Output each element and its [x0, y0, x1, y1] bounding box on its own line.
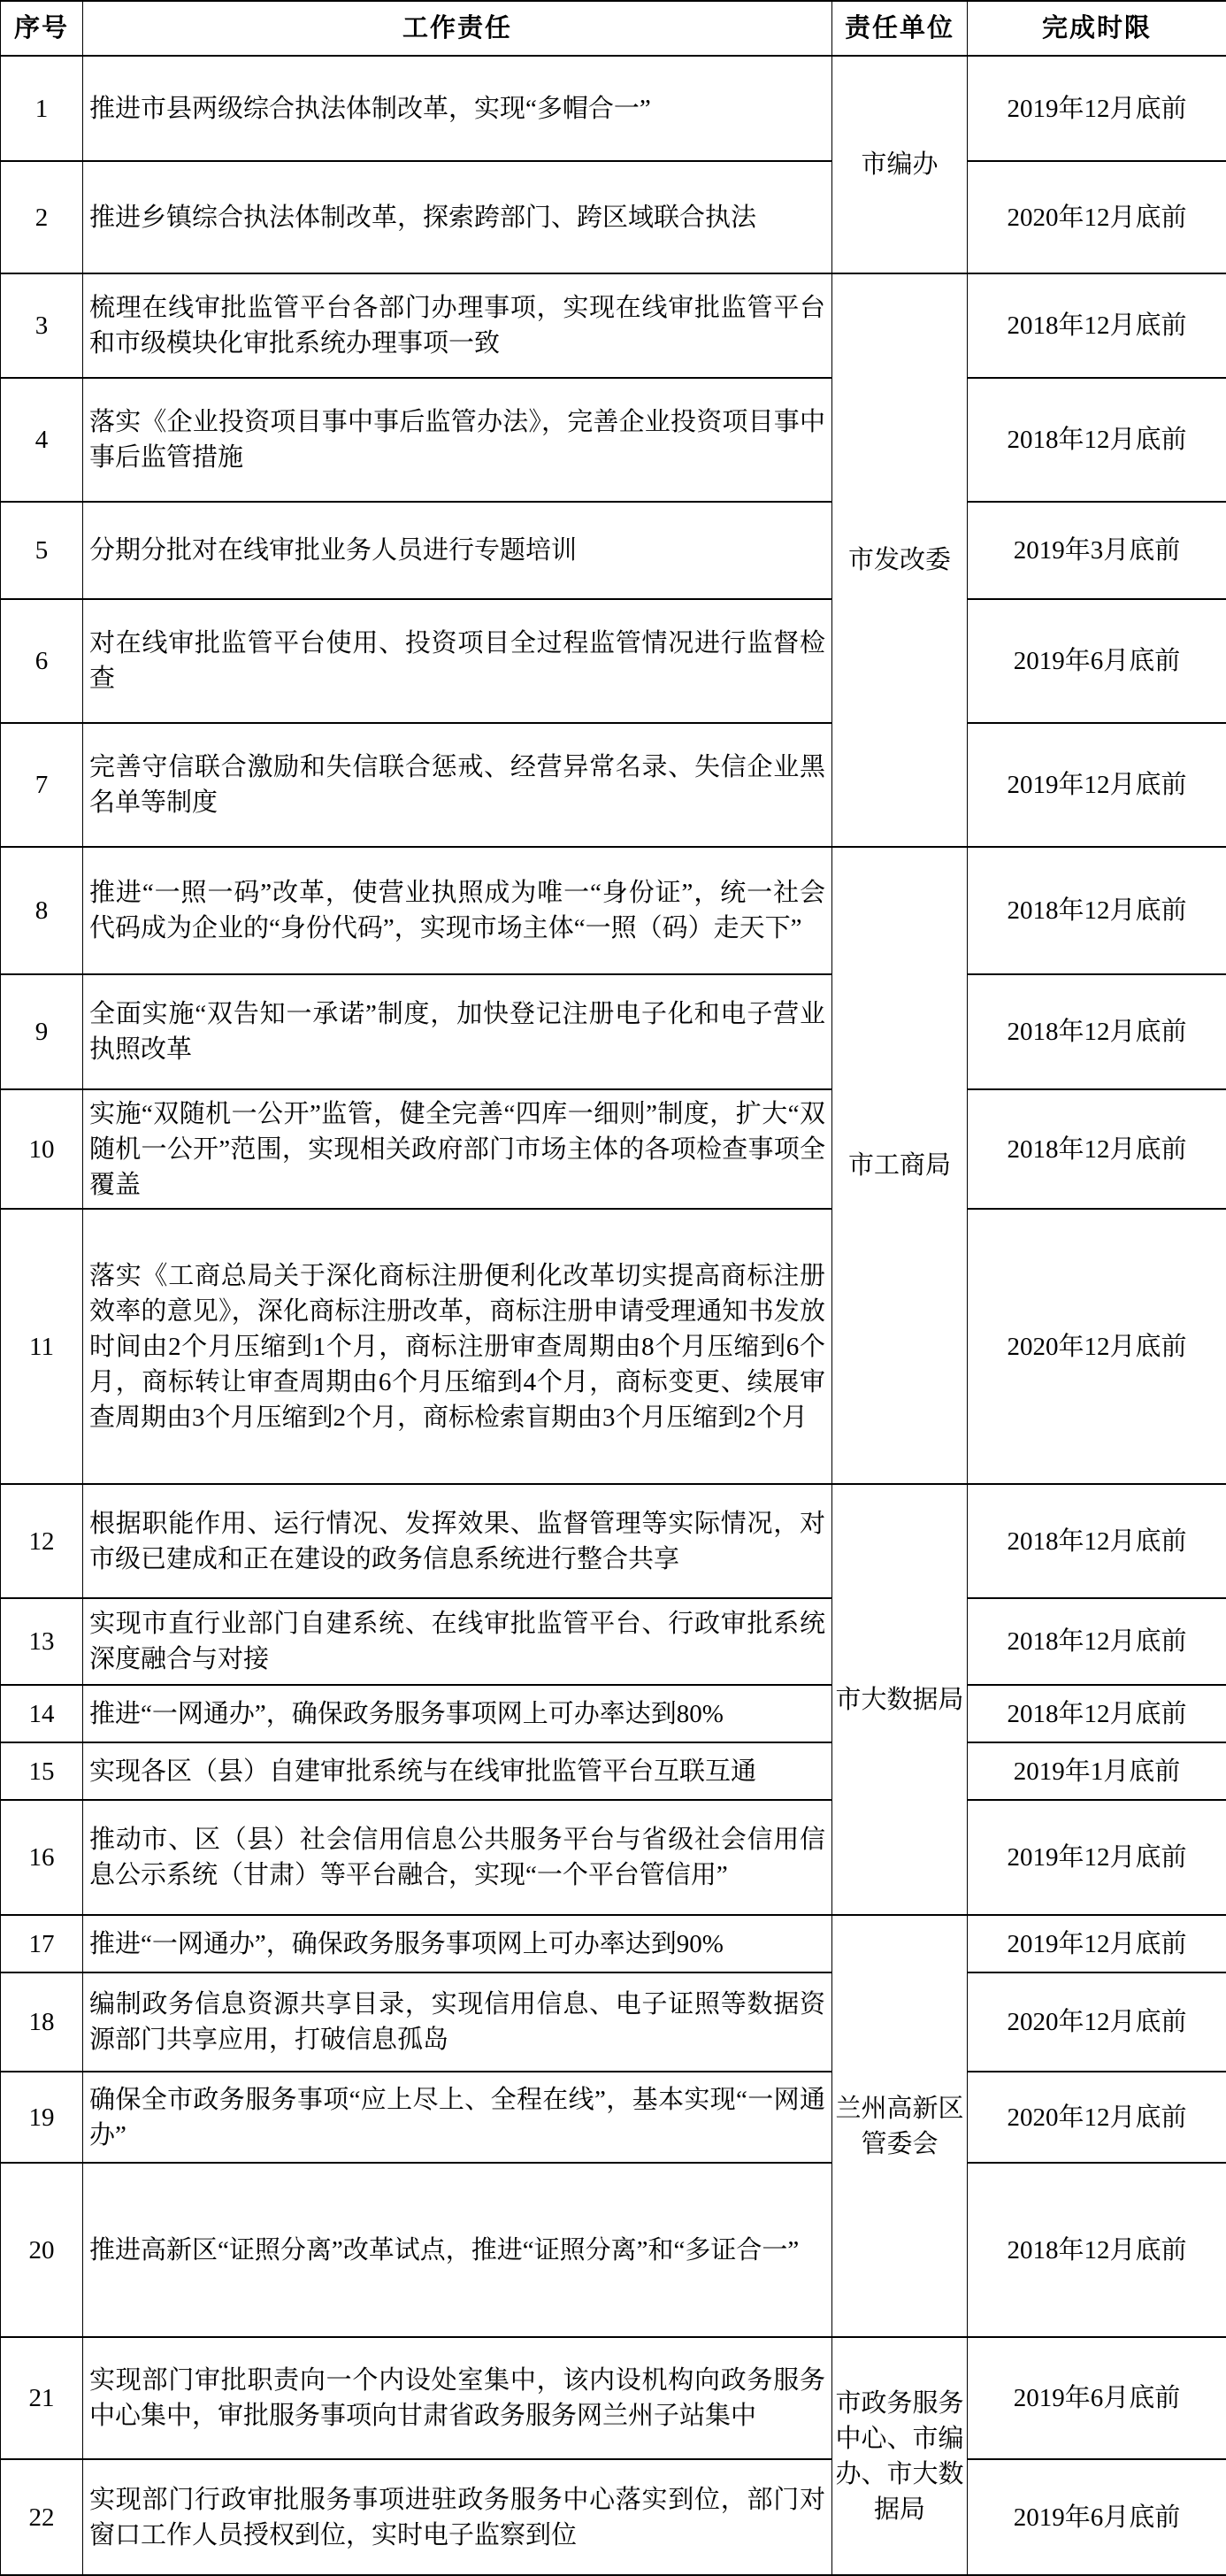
task-cell: 实施“双随机一公开”监管，健全完善“四库一细则”制度，扩大“双随机一公开”范围，实现相关政府部门市场主体的各项检查事项全覆盖: [83, 1089, 832, 1209]
row-number-cell: 12: [1, 1484, 83, 1598]
table-row: [1, 1484, 1226, 1598]
task-cell: 推进“一照一码”改革，使营业执照成为唯一“身份证”，统一社会代码成为企业的“身份代码”，实现市场主体“一照（码）走天下”: [83, 847, 832, 974]
deadline-cell: 2020年12月底前: [968, 1972, 1226, 2072]
row-number-cell: 15: [1, 1742, 83, 1800]
table-row: [1, 2163, 1226, 2337]
row-number-cell: 13: [1, 1598, 83, 1685]
table-row: [1, 974, 1226, 1089]
unit-cell: 市工商局: [832, 847, 968, 1484]
row-number-cell: 19: [1, 2072, 83, 2163]
row-number-cell: 4: [1, 378, 83, 502]
table-row: [1, 1089, 1226, 1209]
deadline-cell: 2019年6月底前: [968, 2459, 1226, 2575]
deadline-cell: 2019年12月底前: [968, 56, 1226, 161]
unit-cell: 兰州高新区管委会: [832, 1915, 968, 2337]
task-cell: 推进市县两级综合执法体制改革，实现“多帽合一”: [83, 56, 832, 161]
task-cell: 编制政务信息资源共享目录，实现信用信息、电子证照等数据资源部门共享应用，打破信息孤岛: [83, 1972, 832, 2072]
task-cell: 落实《企业投资项目事中事后监管办法》，完善企业投资项目事中事后监管措施: [83, 378, 832, 502]
row-number-cell: 14: [1, 1685, 83, 1742]
table-row: [1, 2072, 1226, 2163]
row-number-cell: 9: [1, 974, 83, 1089]
deadline-cell: 2020年12月底前: [968, 1209, 1226, 1484]
row-number-cell: 16: [1, 1800, 83, 1915]
row-number-cell: 21: [1, 2337, 83, 2459]
task-cell: 实现各区（县）自建审批系统与在线审批监管平台互联互通: [83, 1742, 832, 1800]
table-row: [1, 847, 1226, 974]
row-number-cell: 18: [1, 1972, 83, 2072]
task-cell: 对在线审批监管平台使用、投资项目全过程监管情况进行监督检查: [83, 599, 832, 723]
unit-cell: 市大数据局: [832, 1484, 968, 1915]
table-row: [1, 1685, 1226, 1742]
table-row: [1, 2459, 1226, 2575]
task-cell: 推进高新区“证照分离”改革试点，推进“证照分离”和“多证合一”: [83, 2163, 832, 2337]
deadline-cell: 2018年12月底前: [968, 1484, 1226, 1598]
table-row: [1, 1742, 1226, 1800]
deadline-cell: 2020年12月底前: [968, 161, 1226, 273]
task-cell: 分期分批对在线审批业务人员进行专题培训: [83, 502, 832, 599]
table-row: [1, 1915, 1226, 1972]
deadline-cell: 2019年12月底前: [968, 1800, 1226, 1915]
row-number-cell: 10: [1, 1089, 83, 1209]
deadline-cell: 2019年6月底前: [968, 2337, 1226, 2459]
task-cell: 确保全市政务服务事项“应上尽上、全程在线”，基本实现“一网通办”: [83, 2072, 832, 2163]
task-cell: 实现部门行政审批服务事项进驻政务服务中心落实到位，部门对窗口工作人员授权到位，实时电子监察到位: [83, 2459, 832, 2575]
row-number-cell: 17: [1, 1915, 83, 1972]
table-row: [1, 2337, 1226, 2459]
deadline-cell: 2018年12月底前: [968, 1685, 1226, 1742]
task-cell: 推进“一网通办”，确保政务服务事项网上可办率达到90%: [83, 1915, 832, 1972]
deadline-cell: 2019年3月底前: [968, 502, 1226, 599]
deadline-cell: 2018年12月底前: [968, 378, 1226, 502]
deadline-cell: 2018年12月底前: [968, 847, 1226, 974]
task-cell: 实现部门审批职责向一个内设处室集中，该内设机构向政务服务中心集中，审批服务事项向甘肃省政务服务网兰州子站集中: [83, 2337, 832, 2459]
header-unit: 责任单位: [832, 1, 968, 56]
table-row: [1, 1598, 1226, 1685]
table-row: [1, 1800, 1226, 1915]
table-row: [1, 723, 1226, 847]
row-number-cell: 5: [1, 502, 83, 599]
deadline-cell: 2018年12月底前: [968, 974, 1226, 1089]
deadline-cell: 2018年12月底前: [968, 1089, 1226, 1209]
row-number-cell: 11: [1, 1209, 83, 1484]
table-row: [1, 502, 1226, 599]
unit-cell: 市编办: [832, 56, 968, 273]
row-number-cell: 2: [1, 161, 83, 273]
row-number-cell: 7: [1, 723, 83, 847]
task-cell: 实现市直行业部门自建系统、在线审批监管平台、行政审批系统深度融合与对接: [83, 1598, 832, 1685]
row-number-cell: 8: [1, 847, 83, 974]
table-row: [1, 273, 1226, 378]
task-cell: 推动市、区（县）社会信用信息公共服务平台与省级社会信用信息公示系统（甘肃）等平台融合，实现“一个平台管信用”: [83, 1800, 832, 1915]
deadline-cell: 2018年12月底前: [968, 273, 1226, 378]
deadline-cell: 2019年12月底前: [968, 723, 1226, 847]
deadline-cell: 2018年12月底前: [968, 2163, 1226, 2337]
table-row: [1, 56, 1226, 161]
table-row: [1, 1209, 1226, 1484]
header-no: 序号: [1, 1, 83, 56]
table-row: [1, 378, 1226, 502]
header-task: 工作责任: [83, 1, 832, 56]
deadline-cell: 2019年12月底前: [968, 1915, 1226, 1972]
task-cell: 落实《工商总局关于深化商标注册便利化改革切实提高商标注册效率的意见》，深化商标注册改革，商标注册申请受理通知书发放时间由2个月压缩到1个月，商标注册审查周期由8个月压缩到6个月，商标转让审查周期由6个月压缩到4个月，商标变更、续展审查周期由3个月压缩到2个月，商标检索盲期由3个月压缩到2个月: [83, 1209, 832, 1484]
deadline-cell: 2020年12月底前: [968, 2072, 1226, 2163]
task-cell: 推进“一网通办”，确保政务服务事项网上可办率达到80%: [83, 1685, 832, 1742]
task-cell: 推进乡镇综合执法体制改革，探索跨部门、跨区域联合执法: [83, 161, 832, 273]
row-number-cell: 3: [1, 273, 83, 378]
task-cell: 完善守信联合激励和失信联合惩戒、经营异常名录、失信企业黑名单等制度: [83, 723, 832, 847]
row-number-cell: 20: [1, 2163, 83, 2337]
table-row: [1, 161, 1226, 273]
table-row: [1, 1972, 1226, 2072]
table-row: [1, 599, 1226, 723]
deadline-cell: 2019年1月底前: [968, 1742, 1226, 1800]
deadline-cell: 2019年6月底前: [968, 599, 1226, 723]
row-number-cell: 6: [1, 599, 83, 723]
unit-cell: 市发改委: [832, 273, 968, 847]
row-number-cell: 22: [1, 2459, 83, 2575]
task-cell: 全面实施“双告知一承诺”制度，加快登记注册电子化和电子营业执照改革: [83, 974, 832, 1089]
deadline-cell: 2018年12月底前: [968, 1598, 1226, 1685]
header-row: [1, 1, 1226, 56]
task-cell: 梳理在线审批监管平台各部门办理事项，实现在线审批监管平台和市级模块化审批系统办理事项一致: [83, 273, 832, 378]
unit-cell: 市政务服务中心、市编办、市大数据局: [832, 2337, 968, 2575]
row-number-cell: 1: [1, 56, 83, 161]
header-deadline: 完成时限: [968, 1, 1226, 56]
task-cell: 根据职能作用、运行情况、发挥效果、监督管理等实际情况，对市级已建成和正在建设的政务信息系统进行整合共享: [83, 1484, 832, 1598]
